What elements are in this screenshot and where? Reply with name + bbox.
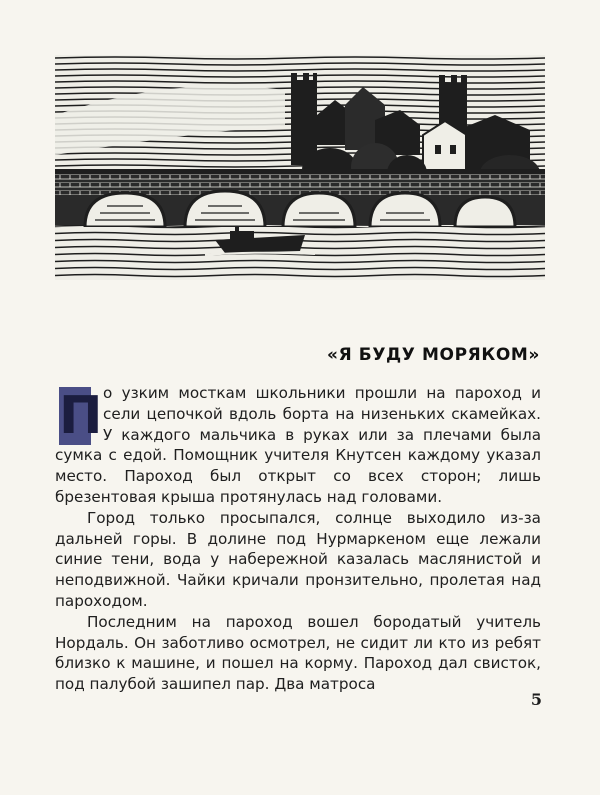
woodcut-bridge-castle-icon bbox=[55, 55, 545, 280]
drop-cap: П bbox=[59, 386, 103, 446]
chapter-body bbox=[55, 383, 541, 695]
paragraph-1-text: о узким мосткам школьники прошли на пароход и сели цепочкой вдоль борта на низеньких скамейках. У каждого мальчика в руках или за плечами была сумка с едой. Помощник учителя Кнутсен каждому указал место. Пароход был открыт со всех сторон; лишь брезентовая крыша протянулась над головами. bbox=[55, 384, 541, 506]
page-number: 5 bbox=[530, 690, 542, 709]
chapter-title: «Я БУДУ МОРЯКОМ» bbox=[327, 345, 540, 365]
paragraph-2: Город только просыпался, солнце выходило из-за дальней горы. В долине под Нурмаркеном еще лежали синие тени, вода у набережной казалась маслянистой и неподвижной. Чайки кричали пронзительно, пролетая над пароходом. bbox=[55, 508, 541, 610]
paragraph-3: Последним на пароход вошел бородатый учитель Нордаль. Он заботливо осмотрел, не сидит ли кто из ребят близко к машине, и пошел на корму. Пароход дал свисток, под палубой зашипел пар. Два матроса bbox=[55, 612, 541, 694]
paragraph-1 bbox=[55, 383, 541, 508]
bridge-castle-illustration bbox=[55, 55, 545, 280]
